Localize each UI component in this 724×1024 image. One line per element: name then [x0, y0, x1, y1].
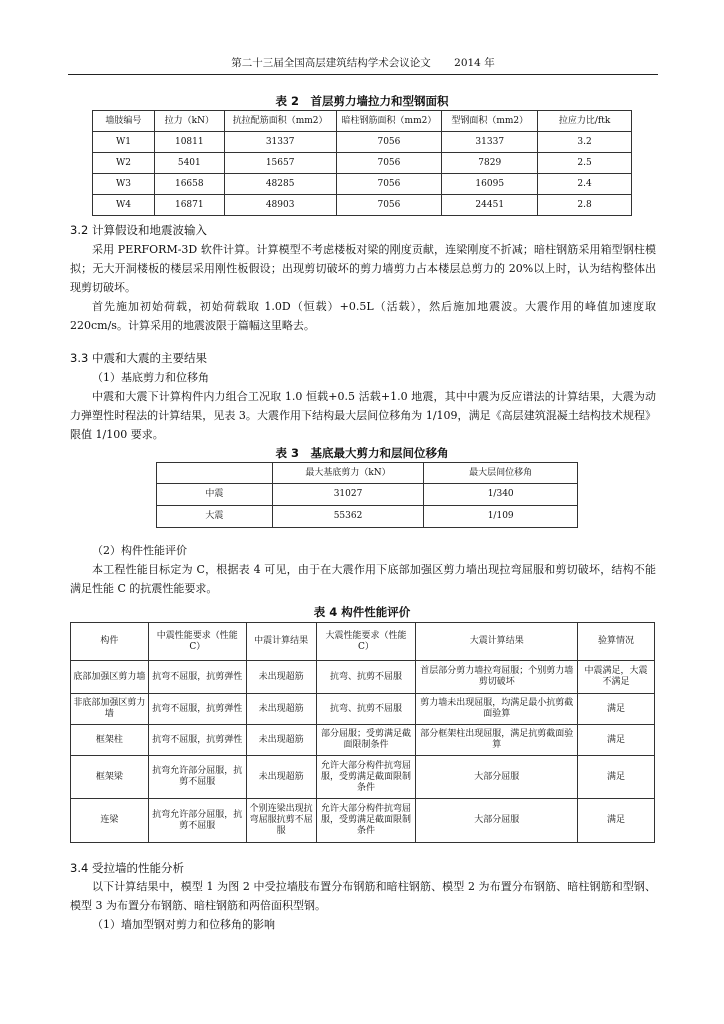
table-cell: 31027 [272, 484, 424, 506]
table-row [93, 195, 632, 216]
table3-header-row [157, 463, 578, 484]
table4-col: 中震计算结果 [246, 623, 316, 661]
table-cell: 允许大部分构件抗弯屈服，受剪满足截面限制条件 [316, 799, 416, 843]
table-cell: 中震满足，大震不满足 [578, 661, 655, 694]
table-cell: W2 [93, 153, 155, 174]
table2-col: 墙肢编号 [93, 111, 155, 132]
table-cell: 7056 [336, 132, 442, 153]
table-cell: 底部加强区剪力墙 [71, 661, 149, 694]
table-cell: 未出现超筋 [246, 694, 316, 725]
table3-col: 最大基底剪力（kN） [272, 463, 424, 484]
subheading: （2）构件性能评价 [92, 544, 187, 557]
table3-col: 最大层间位移角 [424, 463, 578, 484]
table-cell: W4 [93, 195, 155, 216]
subheading: （1）基底剪力和位移角 [92, 371, 209, 384]
table2-col: 抗拉配筋面积（mm2） [224, 111, 336, 132]
table-cell: 抗弯不屈服，抗剪弹性 [148, 725, 246, 756]
table-cell: 抗弯、抗剪不屈服 [316, 661, 416, 694]
table-cell: 抗弯、抗剪不屈服 [316, 694, 416, 725]
table-cell: 个别连梁出现抗弯屈服抗剪不屈服 [246, 799, 316, 843]
table-cell: 抗弯允许部分屈服，抗剪不屈服 [148, 799, 246, 843]
table-cell: 55362 [272, 506, 424, 528]
table-row [71, 725, 655, 756]
table4-col: 中震性能要求（性能 C） [148, 623, 246, 661]
paragraph: 采用 PERFORM-3D 软件计算。计算模型不考虑楼板对梁的刚度贡献，连梁刚度不折减；暗柱钢筋采用箱型钢柱模拟；无大开洞楼板的楼层采用刚性板假设；出现剪切破坏的剪力墙剪力占本楼层总剪力的 20%以上时，认为结构整体出现剪切破坏。 [70, 243, 656, 294]
table3-col [157, 463, 273, 484]
table2-col: 暗柱钢筋面积（mm2） [336, 111, 442, 132]
table-cell: 满足 [578, 799, 655, 843]
table4-col: 构件 [71, 623, 149, 661]
table-cell: 31337 [442, 132, 538, 153]
table-cell: 7056 [336, 174, 442, 195]
table-cell: 16095 [442, 174, 538, 195]
paragraph: 中震和大震下计算构件内力组合工况取 1.0 恒载+0.5 活载+1.0 地震，其中中震为反应谱法的计算结果，大震为动力弹塑性时程法的计算结果，见表 3。大震作用下结构最大层间位移角为 1/109，满足《高层建筑混凝土结构技术规程》限值 1/100 要求。 [70, 390, 656, 441]
header-year: 2014 年 [454, 57, 495, 69]
table2-col: 拉力（kN） [154, 111, 224, 132]
table-cell: 5401 [154, 153, 224, 174]
table-cell: 首层部分剪力墙拉弯屈服；个别剪力墙剪切破坏 [416, 661, 578, 694]
header-title: 第二十三届全国高层建筑结构学术会议论文 [231, 57, 431, 69]
table4-col: 大震计算结果 [416, 623, 578, 661]
table-cell: 抗弯允许部分屈服，抗剪不屈服 [148, 756, 246, 799]
table-cell: 48903 [224, 195, 336, 216]
table-cell: 16658 [154, 174, 224, 195]
table-row [71, 756, 655, 799]
table-cell: 1/109 [424, 506, 578, 528]
table4-col: 验算情况 [578, 623, 655, 661]
table4-col: 大震性能要求（性能 C） [316, 623, 416, 661]
section-heading-3-4: 3.4 受拉墙的性能分析 [70, 861, 184, 875]
table-cell: 15657 [224, 153, 336, 174]
table2-caption: 表 2 首层剪力墙拉力和型钢面积 [275, 94, 449, 108]
table-cell: 满足 [578, 694, 655, 725]
table-cell: 中震 [157, 484, 273, 506]
table-cell: 2.8 [538, 195, 632, 216]
table-cell: 2.4 [538, 174, 632, 195]
table-cell: 部分框架柱出现屈服，满足抗剪截面验算 [416, 725, 578, 756]
table-cell: 连梁 [71, 799, 149, 843]
table-cell: 未出现超筋 [246, 725, 316, 756]
paragraph: 本工程性能目标定为 C，根据表 4 可见，由于在大震作用下底部加强区剪力墙出现拉弯屈服和剪切破坏，结构不能满足性能 C 的抗震性能要求。 [70, 563, 656, 595]
table-row [71, 694, 655, 725]
table-row [93, 174, 632, 195]
table-row [157, 506, 578, 528]
table-cell: 允许大部分构件抗弯屈服，受剪满足截面限制条件 [316, 756, 416, 799]
table-cell: 24451 [442, 195, 538, 216]
table-cell: 10811 [154, 132, 224, 153]
table4 [70, 622, 655, 843]
table-cell: 剪力墙未出现屈服，均满足最小抗剪截面验算 [416, 694, 578, 725]
table-row [157, 484, 578, 506]
table3 [156, 462, 578, 528]
table2-header-row [93, 111, 632, 132]
table4-caption: 表 4 构件性能评价 [313, 605, 411, 619]
table-cell: 16871 [154, 195, 224, 216]
subheading: （1）墙加型钢对剪力和位移角的影响 [92, 918, 275, 931]
table-cell: 7056 [336, 195, 442, 216]
table-row [71, 799, 655, 843]
table2-col: 型钢面积（mm2） [442, 111, 538, 132]
table-cell: 非底部加强区剪力墙 [71, 694, 149, 725]
table-cell: 抗弯不屈服，抗剪弹性 [148, 694, 246, 725]
table2-col: 拉应力比/ftk [538, 111, 632, 132]
table-cell: W1 [93, 132, 155, 153]
table-row [71, 661, 655, 694]
table-cell: 7829 [442, 153, 538, 174]
table-cell: 满足 [578, 725, 655, 756]
table-cell: 抗弯不屈服，抗剪弹性 [148, 661, 246, 694]
table-cell: 3.2 [538, 132, 632, 153]
table4-header-row [71, 623, 655, 661]
table-cell: 框架梁 [71, 756, 149, 799]
paragraph: 首先施加初始荷载，初始荷载取 1.0D（恒载）+0.5L（活载），然后施加地震波。大震作用的峰值加速度取 220cm/s。计算采用的地震波限于篇幅这里略去。 [70, 300, 656, 332]
table-cell: 7056 [336, 153, 442, 174]
table-cell: 2.5 [538, 153, 632, 174]
table-cell: 31337 [224, 132, 336, 153]
table-cell: 框架柱 [71, 725, 149, 756]
section-heading-3-2: 3.2 计算假设和地震波输入 [70, 223, 207, 237]
table-row [93, 153, 632, 174]
table-cell: W3 [93, 174, 155, 195]
table-cell: 1/340 [424, 484, 578, 506]
page-header [68, 55, 658, 75]
table2 [92, 110, 632, 216]
table-row [93, 132, 632, 153]
table3-caption: 表 3 基底最大剪力和层间位移角 [275, 446, 449, 460]
table-cell: 未出现超筋 [246, 756, 316, 799]
paragraph: 以下计算结果中，模型 1 为图 2 中受拉墙肢布置分布钢筋和暗柱钢筋、模型 2 为布置分布钢筋、暗柱钢筋和型钢、模型 3 为布置分布钢筋、暗柱钢筋和两倍面积型钢。 [70, 880, 656, 912]
table-cell: 满足 [578, 756, 655, 799]
table-cell: 未出现超筋 [246, 661, 316, 694]
table-cell: 48285 [224, 174, 336, 195]
table-cell: 大部分屈服 [416, 799, 578, 843]
table-cell: 大部分屈服 [416, 756, 578, 799]
section-heading-3-3: 3.3 中震和大震的主要结果 [70, 351, 207, 365]
table-cell: 部分屈服；受剪满足截面限制条件 [316, 725, 416, 756]
table-cell: 大震 [157, 506, 273, 528]
